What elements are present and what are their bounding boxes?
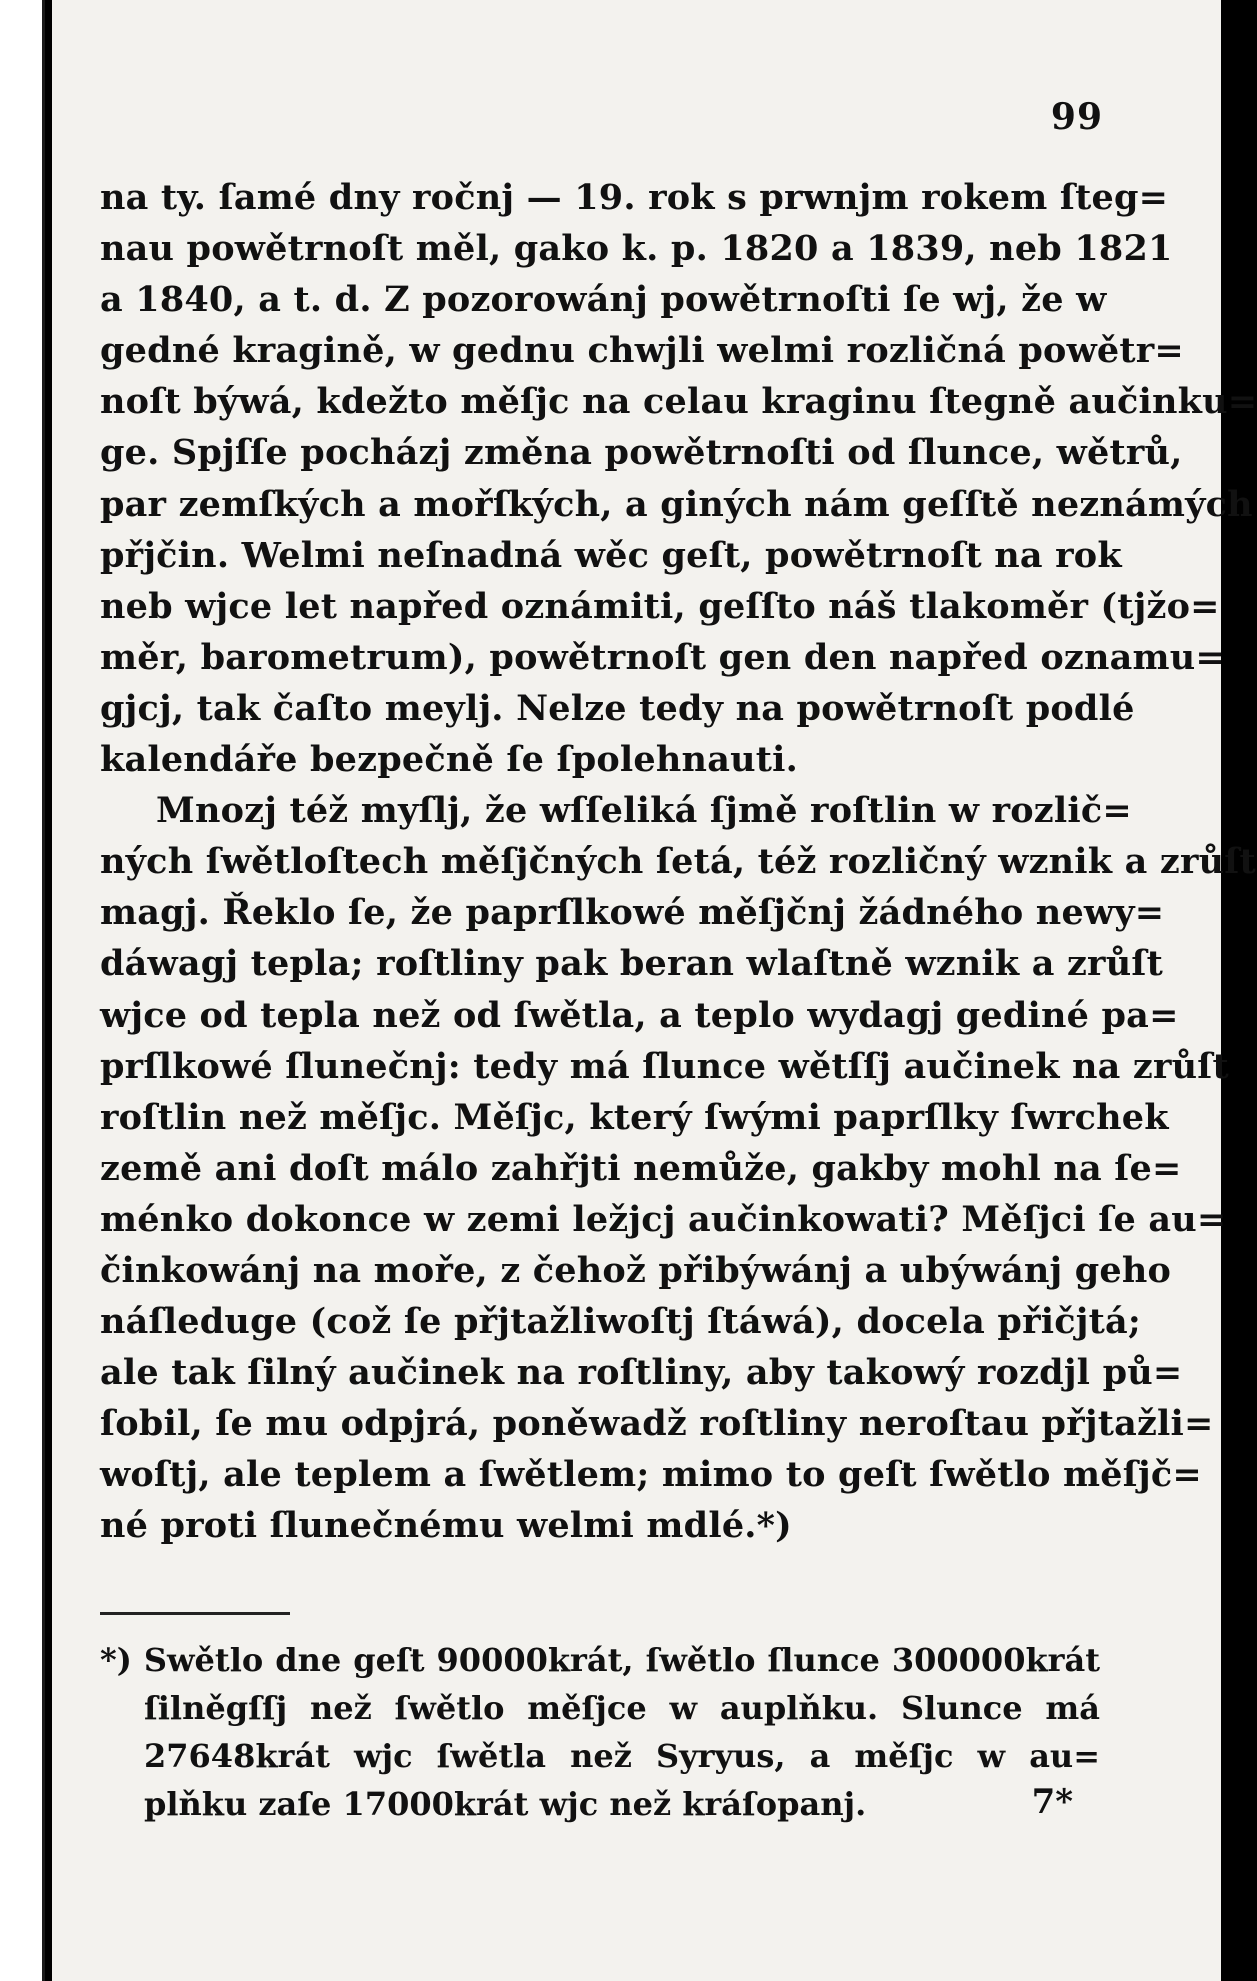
footnote-line: *) Swětlo dne geſt 90000krát, ſwětlo ſlunce 300000krát bbox=[100, 1641, 1100, 1679]
text-line: gedné kragině, w gednu chwjli welmi rozličná powětr= bbox=[100, 330, 1184, 372]
text-line: roſtlin než měſjc. Měſjc, který ſwými paprſlky ſwrchek bbox=[100, 1096, 1169, 1138]
text-line: ge. Spjſſe pocházj změna powětrnoſti od ſlunce, wětrů, bbox=[100, 432, 1183, 474]
text-line: kalendáře bezpečně ſe ſpolehnauti. bbox=[100, 739, 798, 781]
footnote-divider bbox=[100, 1612, 290, 1615]
footnote bbox=[100, 1636, 1100, 1828]
text-line: woſtj, ale teplem a ſwětlem; mimo to geſt ſwětlo měſjč= bbox=[100, 1454, 1202, 1496]
text-line: gjcj, tak čaſto meylj. Nelze tedy na powětrnoſt podlé bbox=[100, 687, 1135, 729]
text-line: par zemſkých a mořſkých, a giných nám geſſtě neznámých bbox=[100, 483, 1253, 525]
text-line: na ty. ſamé dny ročnj — 19. rok s prwnjm rokem ſteg= bbox=[100, 177, 1169, 218]
footnote-line: ſilněgſſj než ſwětlo měſjce w auplňku. Slunce má bbox=[144, 1689, 1100, 1727]
text-line: wjce od tepla než od ſwětla, a teplo wydagj gediné pa= bbox=[100, 994, 1179, 1036]
text-line: země ani doſt málo zahřjti nemůže, gakby mohl na ſe= bbox=[100, 1147, 1182, 1189]
footnote-line: 27648krát wjc ſwětla než Syryus, a měſjc w au= bbox=[144, 1737, 1100, 1775]
page-number: 99 bbox=[1050, 96, 1103, 138]
text-line: nau powětrnoſt měl, gako k. p. 1820 a 1839, neb 1821 bbox=[100, 228, 1173, 270]
text-line: noſt býwá, kdežto měſjc na celau kraginu ſtegně aučinku= bbox=[100, 381, 1257, 423]
text-line: né proti ſlunečnému welmi mdlé.*) bbox=[100, 1505, 792, 1547]
body-text bbox=[100, 172, 1257, 1552]
text-line: měr, barometrum), powětrnoſt gen den napřed oznamu= bbox=[100, 636, 1225, 678]
signature-mark: 7* bbox=[1031, 1782, 1073, 1822]
book-page bbox=[52, 0, 1257, 1981]
text-line: dáwagj tepla; roſtliny pak beran wlaſtně wznik a zrůſt bbox=[100, 943, 1163, 985]
text-line: náſleduge (což ſe přjtažliwoſtj ſtáwá), docela přičjtá; bbox=[100, 1301, 1141, 1343]
text-line: Mnozj též myſlj, že wſſeliká ſjmě roſtlin w rozlič= bbox=[156, 790, 1132, 832]
text-line: činkowánj na moře, z čehož přibýwánj a ubýwánj geho bbox=[100, 1249, 1172, 1291]
scan-left-margin bbox=[0, 0, 45, 1981]
text-line: ných ſwětloſtech měſjčných ſetá, též rozličný wznik a zrůſt bbox=[100, 841, 1256, 883]
text-line: a 1840, a t. d. Z pozorowánj powětrnoſti ſe wj, že w bbox=[100, 279, 1107, 321]
text-line: ſobil, ſe mu odpjrá, poněwadž roſtliny neroſtau přjtažli= bbox=[100, 1403, 1214, 1445]
text-line: prſlkowé ſlunečnj: tedy má ſlunce wětſſj aučinek na zrůſt bbox=[100, 1045, 1229, 1087]
text-line: ménko dokonce w zemi ležjcj aučinkowati? Měſjci ſe au= bbox=[100, 1198, 1227, 1240]
text-line: magj. Řeklo ſe, že paprſlkowé měſjčnj žádného newy= bbox=[100, 892, 1165, 934]
text-line: ale tak ſilný aučinek na roſtliny, aby takowý rozdjl pů= bbox=[100, 1352, 1183, 1394]
footnote-line: plňku zaſe 17000krát wjc než kráſopanj. bbox=[144, 1785, 867, 1823]
text-line: přjčin. Welmi neſnadná wěc geſt, powětrnoſt na rok bbox=[100, 534, 1122, 576]
text-line: neb wjce let napřed oznámiti, geſſto náš tlakoměr (tjžo= bbox=[100, 585, 1220, 627]
